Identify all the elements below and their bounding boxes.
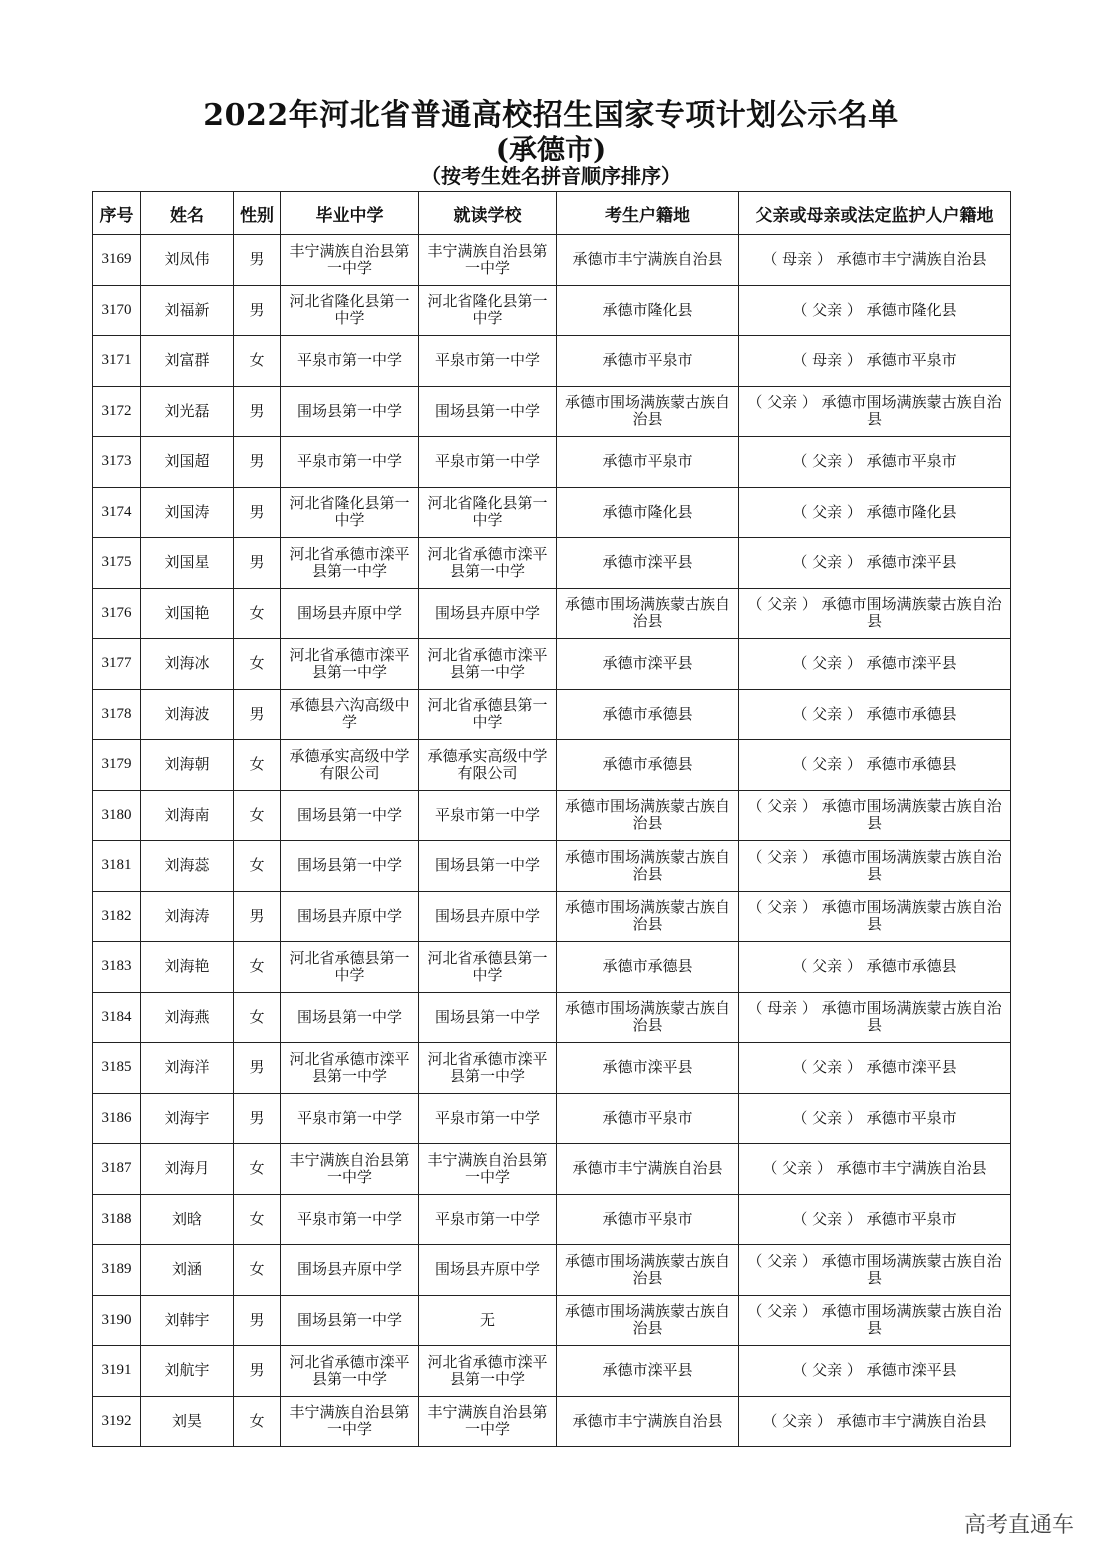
cell-household-registration: 承德市丰宁满族自治县 bbox=[557, 1396, 739, 1447]
cell-graduation-school: 丰宁满族自治县第一中学 bbox=[281, 1144, 419, 1195]
table-row bbox=[93, 1144, 1011, 1195]
cell-guardian-registration: （ 母亲 ） 承德市平泉市 bbox=[739, 336, 1011, 387]
cell-seq: 3179 bbox=[93, 740, 141, 791]
cell-seq: 3183 bbox=[93, 942, 141, 993]
cell-household-registration: 承德市承德县 bbox=[557, 942, 739, 993]
cell-gender: 男 bbox=[234, 1093, 281, 1144]
cell-household-registration: 承德市平泉市 bbox=[557, 437, 739, 488]
table-row bbox=[93, 891, 1011, 942]
table-row bbox=[93, 437, 1011, 488]
cell-household-registration: 承德市围场满族蒙古族自治县 bbox=[557, 1245, 739, 1296]
table-header-row bbox=[93, 192, 1011, 235]
cell-current-school: 平泉市第一中学 bbox=[419, 437, 557, 488]
cell-seq: 3191 bbox=[93, 1346, 141, 1397]
cell-household-registration: 承德市平泉市 bbox=[557, 336, 739, 387]
cell-gender: 女 bbox=[234, 1144, 281, 1195]
cell-name: 刘海宇 bbox=[141, 1093, 234, 1144]
cell-current-school: 河北省承德市滦平县第一中学 bbox=[419, 639, 557, 690]
cell-current-school: 河北省隆化县第一中学 bbox=[419, 285, 557, 336]
cell-name: 刘国艳 bbox=[141, 588, 234, 639]
table-row bbox=[93, 1396, 1011, 1447]
cell-graduation-school: 平泉市第一中学 bbox=[281, 1093, 419, 1144]
table-row bbox=[93, 790, 1011, 841]
cell-household-registration: 承德市滦平县 bbox=[557, 538, 739, 589]
cell-name: 刘晗 bbox=[141, 1194, 234, 1245]
cell-gender: 男 bbox=[234, 1346, 281, 1397]
cell-graduation-school: 河北省承德市滦平县第一中学 bbox=[281, 639, 419, 690]
cell-seq: 3181 bbox=[93, 841, 141, 892]
cell-seq: 3186 bbox=[93, 1093, 141, 1144]
cell-current-school: 平泉市第一中学 bbox=[419, 1093, 557, 1144]
cell-current-school: 承德承实高级中学有限公司 bbox=[419, 740, 557, 791]
cell-guardian-registration: （ 父亲 ） 承德市承德县 bbox=[739, 942, 1011, 993]
cell-seq: 3190 bbox=[93, 1295, 141, 1346]
page-subtitle-sort-note: （按考生姓名拼音顺序排序） bbox=[421, 164, 681, 188]
cell-graduation-school: 围场县第一中学 bbox=[281, 386, 419, 437]
cell-current-school: 河北省承德市滦平县第一中学 bbox=[419, 1043, 557, 1094]
cell-gender: 男 bbox=[234, 1043, 281, 1094]
cell-household-registration: 承德市滦平县 bbox=[557, 1043, 739, 1094]
cell-gender: 女 bbox=[234, 1194, 281, 1245]
table-row bbox=[93, 639, 1011, 690]
table-row bbox=[93, 386, 1011, 437]
cell-graduation-school: 围场县第一中学 bbox=[281, 1295, 419, 1346]
cell-seq: 3172 bbox=[93, 386, 141, 437]
cell-current-school: 丰宁满族自治县第一中学 bbox=[419, 235, 557, 286]
cell-household-registration: 承德市隆化县 bbox=[557, 487, 739, 538]
cell-current-school: 围场县第一中学 bbox=[419, 992, 557, 1043]
page-title: 2022年河北省普通高校招生国家专项计划公示名单 bbox=[203, 98, 899, 133]
cell-graduation-school: 河北省承德市滦平县第一中学 bbox=[281, 1043, 419, 1094]
cell-graduation-school: 围场县第一中学 bbox=[281, 992, 419, 1043]
cell-household-registration: 承德市围场满族蒙古族自治县 bbox=[557, 386, 739, 437]
cell-gender: 男 bbox=[234, 891, 281, 942]
cell-gender: 女 bbox=[234, 639, 281, 690]
cell-guardian-registration: （ 父亲 ） 承德市围场满族蒙古族自治县 bbox=[739, 841, 1011, 892]
cell-household-registration: 承德市围场满族蒙古族自治县 bbox=[557, 841, 739, 892]
cell-name: 刘福新 bbox=[141, 285, 234, 336]
cell-guardian-registration: （ 父亲 ） 承德市滦平县 bbox=[739, 1043, 1011, 1094]
table-row bbox=[93, 1043, 1011, 1094]
cell-name: 刘海燕 bbox=[141, 992, 234, 1043]
cell-guardian-registration: （ 父亲 ） 承德市丰宁满族自治县 bbox=[739, 1144, 1011, 1195]
cell-guardian-registration: （ 父亲 ） 承德市围场满族蒙古族自治县 bbox=[739, 790, 1011, 841]
cell-graduation-school: 平泉市第一中学 bbox=[281, 437, 419, 488]
table-row bbox=[93, 487, 1011, 538]
table-row bbox=[93, 740, 1011, 791]
table-row bbox=[93, 235, 1011, 286]
cell-household-registration: 承德市围场满族蒙古族自治县 bbox=[557, 1295, 739, 1346]
cell-current-school: 围场县卉原中学 bbox=[419, 891, 557, 942]
cell-gender: 女 bbox=[234, 740, 281, 791]
header-guardian-registration: 父亲或母亲或法定监护人户籍地 bbox=[739, 192, 1011, 235]
cell-current-school: 围场县卉原中学 bbox=[419, 588, 557, 639]
cell-guardian-registration: （ 父亲 ） 承德市围场满族蒙古族自治县 bbox=[739, 891, 1011, 942]
cell-name: 刘国涛 bbox=[141, 487, 234, 538]
table-row bbox=[93, 841, 1011, 892]
cell-guardian-registration: （ 父亲 ） 承德市围场满族蒙古族自治县 bbox=[739, 386, 1011, 437]
cell-seq: 3182 bbox=[93, 891, 141, 942]
cell-household-registration: 承德市承德县 bbox=[557, 740, 739, 791]
cell-graduation-school: 围场县第一中学 bbox=[281, 841, 419, 892]
header-gender: 性别 bbox=[234, 192, 281, 235]
cell-household-registration: 承德市承德县 bbox=[557, 689, 739, 740]
cell-guardian-registration: （ 父亲 ） 承德市平泉市 bbox=[739, 1093, 1011, 1144]
table-row bbox=[93, 1295, 1011, 1346]
cell-name: 刘海南 bbox=[141, 790, 234, 841]
table-row bbox=[93, 1245, 1011, 1296]
cell-seq: 3171 bbox=[93, 336, 141, 387]
table-row bbox=[93, 1346, 1011, 1397]
cell-name: 刘韩宇 bbox=[141, 1295, 234, 1346]
cell-current-school: 围场县第一中学 bbox=[419, 841, 557, 892]
cell-graduation-school: 河北省承德县第一中学 bbox=[281, 942, 419, 993]
cell-seq: 3170 bbox=[93, 285, 141, 336]
cell-guardian-registration: （ 父亲 ） 承德市滦平县 bbox=[739, 538, 1011, 589]
cell-guardian-registration: （ 母亲 ） 承德市围场满族蒙古族自治县 bbox=[739, 992, 1011, 1043]
cell-seq: 3184 bbox=[93, 992, 141, 1043]
cell-guardian-registration: （ 母亲 ） 承德市丰宁满族自治县 bbox=[739, 235, 1011, 286]
cell-household-registration: 承德市围场满族蒙古族自治县 bbox=[557, 588, 739, 639]
cell-name: 刘海艳 bbox=[141, 942, 234, 993]
cell-gender: 男 bbox=[234, 1295, 281, 1346]
cell-seq: 3176 bbox=[93, 588, 141, 639]
cell-gender: 男 bbox=[234, 689, 281, 740]
cell-guardian-registration: （ 父亲 ） 承德市围场满族蒙古族自治县 bbox=[739, 1245, 1011, 1296]
cell-guardian-registration: （ 父亲 ） 承德市平泉市 bbox=[739, 437, 1011, 488]
cell-name: 刘海月 bbox=[141, 1144, 234, 1195]
cell-household-registration: 承德市滦平县 bbox=[557, 1346, 739, 1397]
cell-graduation-school: 丰宁满族自治县第一中学 bbox=[281, 235, 419, 286]
cell-gender: 男 bbox=[234, 538, 281, 589]
cell-name: 刘海涛 bbox=[141, 891, 234, 942]
cell-guardian-registration: （ 父亲 ） 承德市隆化县 bbox=[739, 285, 1011, 336]
cell-guardian-registration: （ 父亲 ） 承德市丰宁满族自治县 bbox=[739, 1396, 1011, 1447]
table-row bbox=[93, 336, 1011, 387]
cell-graduation-school: 河北省承德市滦平县第一中学 bbox=[281, 538, 419, 589]
cell-gender: 男 bbox=[234, 386, 281, 437]
cell-current-school: 河北省承德市滦平县第一中学 bbox=[419, 538, 557, 589]
cell-name: 刘国星 bbox=[141, 538, 234, 589]
header-seq: 序号 bbox=[93, 192, 141, 235]
cell-name: 刘富群 bbox=[141, 336, 234, 387]
cell-gender: 男 bbox=[234, 487, 281, 538]
cell-current-school: 河北省承德县第一中学 bbox=[419, 942, 557, 993]
cell-gender: 女 bbox=[234, 588, 281, 639]
cell-seq: 3180 bbox=[93, 790, 141, 841]
cell-household-registration: 承德市围场满族蒙古族自治县 bbox=[557, 992, 739, 1043]
cell-gender: 女 bbox=[234, 841, 281, 892]
cell-guardian-registration: （ 父亲 ） 承德市平泉市 bbox=[739, 1194, 1011, 1245]
cell-current-school: 河北省承德市滦平县第一中学 bbox=[419, 1346, 557, 1397]
cell-household-registration: 承德市平泉市 bbox=[557, 1194, 739, 1245]
cell-graduation-school: 平泉市第一中学 bbox=[281, 336, 419, 387]
cell-guardian-registration: （ 父亲 ） 承德市滦平县 bbox=[739, 639, 1011, 690]
cell-guardian-registration: （ 父亲 ） 承德市承德县 bbox=[739, 740, 1011, 791]
watermark: 高考直通车 bbox=[963, 1513, 1074, 1538]
cell-current-school: 围场县第一中学 bbox=[419, 386, 557, 437]
table-row bbox=[93, 942, 1011, 993]
cell-name: 刘光磊 bbox=[141, 386, 234, 437]
header-name: 姓名 bbox=[141, 192, 234, 235]
cell-gender: 女 bbox=[234, 1396, 281, 1447]
cell-guardian-registration: （ 父亲 ） 承德市围场满族蒙古族自治县 bbox=[739, 1295, 1011, 1346]
cell-guardian-registration: （ 父亲 ） 承德市围场满族蒙古族自治县 bbox=[739, 588, 1011, 639]
cell-household-registration: 承德市丰宁满族自治县 bbox=[557, 1144, 739, 1195]
cell-seq: 3187 bbox=[93, 1144, 141, 1195]
cell-gender: 女 bbox=[234, 1245, 281, 1296]
cell-guardian-registration: （ 父亲 ） 承德市滦平县 bbox=[739, 1346, 1011, 1397]
cell-name: 刘海波 bbox=[141, 689, 234, 740]
cell-current-school: 河北省承德县第一中学 bbox=[419, 689, 557, 740]
cell-household-registration: 承德市围场满族蒙古族自治县 bbox=[557, 891, 739, 942]
cell-graduation-school: 承德县六沟高级中学 bbox=[281, 689, 419, 740]
cell-name: 刘国超 bbox=[141, 437, 234, 488]
cell-graduation-school: 河北省隆化县第一中学 bbox=[281, 487, 419, 538]
cell-graduation-school: 围场县卉原中学 bbox=[281, 891, 419, 942]
cell-name: 刘凤伟 bbox=[141, 235, 234, 286]
table-row bbox=[93, 538, 1011, 589]
header-household-registration: 考生户籍地 bbox=[557, 192, 739, 235]
cell-household-registration: 承德市滦平县 bbox=[557, 639, 739, 690]
cell-current-school: 丰宁满族自治县第一中学 bbox=[419, 1144, 557, 1195]
cell-current-school: 平泉市第一中学 bbox=[419, 790, 557, 841]
cell-current-school: 平泉市第一中学 bbox=[419, 336, 557, 387]
cell-gender: 男 bbox=[234, 235, 281, 286]
cell-seq: 3188 bbox=[93, 1194, 141, 1245]
cell-name: 刘海蕊 bbox=[141, 841, 234, 892]
cell-current-school: 无 bbox=[419, 1295, 557, 1346]
cell-name: 刘涵 bbox=[141, 1245, 234, 1296]
cell-graduation-school: 围场县第一中学 bbox=[281, 790, 419, 841]
cell-current-school: 平泉市第一中学 bbox=[419, 1194, 557, 1245]
table-row bbox=[93, 689, 1011, 740]
cell-current-school: 围场县卉原中学 bbox=[419, 1245, 557, 1296]
cell-household-registration: 承德市平泉市 bbox=[557, 1093, 739, 1144]
cell-name: 刘海冰 bbox=[141, 639, 234, 690]
cell-graduation-school: 围场县卉原中学 bbox=[281, 588, 419, 639]
cell-seq: 3175 bbox=[93, 538, 141, 589]
cell-seq: 3178 bbox=[93, 689, 141, 740]
cell-current-school: 丰宁满族自治县第一中学 bbox=[419, 1396, 557, 1447]
table-row bbox=[93, 1194, 1011, 1245]
cell-household-registration: 承德市围场满族蒙古族自治县 bbox=[557, 790, 739, 841]
cell-name: 刘昊 bbox=[141, 1396, 234, 1447]
cell-graduation-school: 平泉市第一中学 bbox=[281, 1194, 419, 1245]
roster-table bbox=[92, 191, 1011, 1447]
cell-graduation-school: 承德承实高级中学有限公司 bbox=[281, 740, 419, 791]
cell-gender: 女 bbox=[234, 790, 281, 841]
cell-gender: 女 bbox=[234, 336, 281, 387]
cell-seq: 3189 bbox=[93, 1245, 141, 1296]
cell-seq: 3185 bbox=[93, 1043, 141, 1094]
cell-name: 刘海朝 bbox=[141, 740, 234, 791]
cell-graduation-school: 河北省隆化县第一中学 bbox=[281, 285, 419, 336]
cell-gender: 女 bbox=[234, 942, 281, 993]
cell-guardian-registration: （ 父亲 ） 承德市承德县 bbox=[739, 689, 1011, 740]
table-row bbox=[93, 1093, 1011, 1144]
header-current-school: 就读学校 bbox=[419, 192, 557, 235]
table-row bbox=[93, 588, 1011, 639]
cell-current-school: 河北省隆化县第一中学 bbox=[419, 487, 557, 538]
cell-guardian-registration: （ 父亲 ） 承德市隆化县 bbox=[739, 487, 1011, 538]
cell-seq: 3173 bbox=[93, 437, 141, 488]
cell-name: 刘海洋 bbox=[141, 1043, 234, 1094]
cell-graduation-school: 丰宁满族自治县第一中学 bbox=[281, 1396, 419, 1447]
cell-household-registration: 承德市丰宁满族自治县 bbox=[557, 235, 739, 286]
cell-gender: 女 bbox=[234, 992, 281, 1043]
page-subtitle-city: (承德市) bbox=[495, 133, 607, 166]
cell-graduation-school: 围场县卉原中学 bbox=[281, 1245, 419, 1296]
cell-seq: 3174 bbox=[93, 487, 141, 538]
cell-household-registration: 承德市隆化县 bbox=[557, 285, 739, 336]
table-row bbox=[93, 992, 1011, 1043]
header-graduation-school: 毕业中学 bbox=[281, 192, 419, 235]
cell-gender: 男 bbox=[234, 437, 281, 488]
cell-seq: 3177 bbox=[93, 639, 141, 690]
cell-gender: 男 bbox=[234, 285, 281, 336]
cell-seq: 3192 bbox=[93, 1396, 141, 1447]
cell-name: 刘航宇 bbox=[141, 1346, 234, 1397]
cell-graduation-school: 河北省承德市滦平县第一中学 bbox=[281, 1346, 419, 1397]
table-row bbox=[93, 285, 1011, 336]
cell-seq: 3169 bbox=[93, 235, 141, 286]
